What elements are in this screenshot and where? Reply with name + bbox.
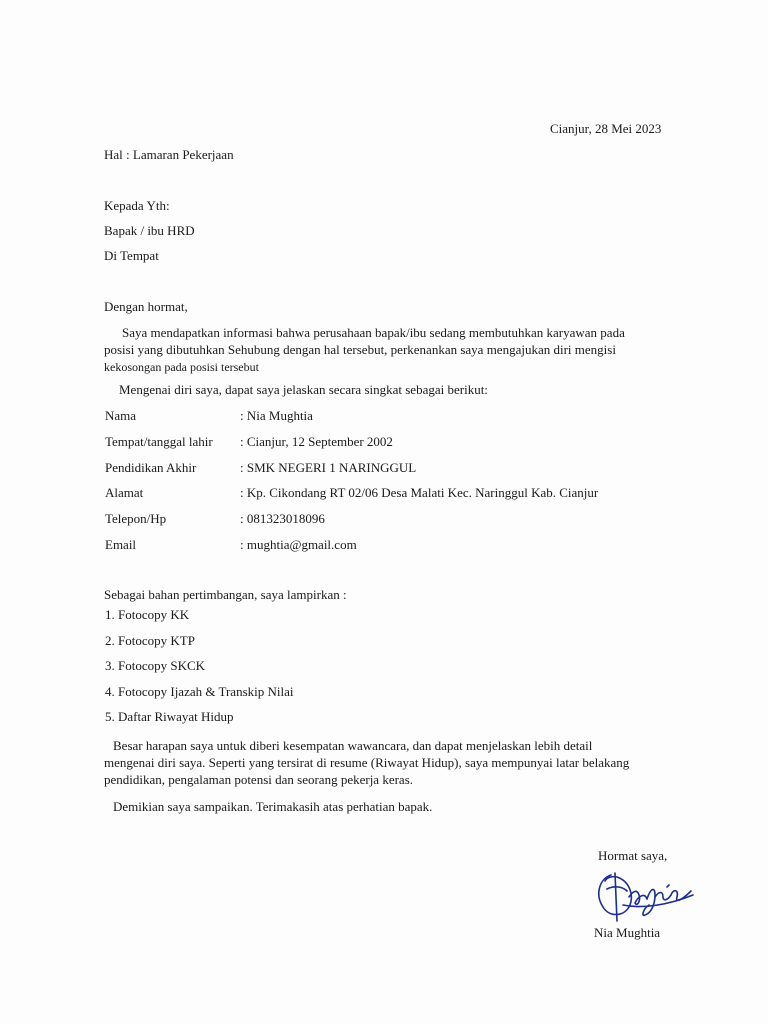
detail-label: Alamat (105, 485, 144, 500)
sign-off: Hormat saya, (598, 848, 668, 863)
intro-line-3: kekosongan pada posisi tersebut (104, 360, 259, 374)
detail-value: : Cianjur, 12 September 2002 (240, 434, 393, 449)
detail-value: : SMK NEGERI 1 NARINGGUL (240, 460, 417, 475)
recipient-line-1: Kepada Yth: (104, 198, 170, 213)
recipient-line-3: Di Tempat (104, 248, 159, 263)
recipient-line-2: Bapak / ibu HRD (104, 223, 195, 238)
detail-value: : Kp. Cikondang RT 02/06 Desa Malati Kec. Naringgul Kab. Cianjur (240, 485, 599, 500)
about-intro: Mengenai diri saya, dapat saya jelaskan secara singkat sebagai berikut: (119, 382, 488, 397)
list-item: 5. Daftar Riwayat Hidup (105, 709, 234, 724)
list-item: 2. Fotocopy KTP (105, 632, 195, 648)
attachments-intro: Sebagai bahan pertimbangan, saya lampirkan : (104, 587, 347, 602)
detail-row-phone (105, 511, 665, 527)
intro-line-2: posisi yang dibutuhkan Sehubung dengan hal tersebut, perkenankan saya mengajukan diri mengisi (104, 342, 616, 357)
greeting: Dengan hormat, (104, 299, 188, 314)
hope-line-3: pendidikan, pengalaman potensi dan seorang pekerja keras. (104, 772, 413, 787)
detail-value: : 081323018096 (240, 511, 325, 526)
detail-value: : Nia Mughtia (240, 408, 313, 423)
attachments-list (105, 607, 294, 735)
list-item: 1. Fotocopy KK (105, 607, 190, 622)
detail-row-address (105, 485, 665, 501)
hope-line-2: mengenai diri saya. Seperti yang tersirat di resume (Riwayat Hidup), saya mempunyai latar belakang (104, 755, 630, 770)
hope-line-1: Besar harapan saya untuk diberi kesempatan wawancara, dan dapat menjelaskan lebih detail (113, 738, 593, 753)
list-item: 4. Fotocopy Ijazah & Transkip Nilai (105, 683, 294, 699)
detail-label: Telepon/Hp (105, 511, 167, 526)
letter-subject: Hal : Lamaran Pekerjaan (104, 147, 234, 162)
detail-row-birth (105, 434, 665, 450)
signature-image (593, 865, 698, 927)
signer-name: Nia Mughtia (594, 925, 661, 940)
detail-label: Pendidikan Akhir (105, 460, 197, 475)
closing-line: Demikian saya sampaikan. Terimakasih atas perhatian bapak. (113, 799, 433, 814)
list-item: 3. Fotocopy SKCK (105, 658, 206, 673)
detail-row-education (105, 460, 665, 476)
detail-value: : mughtia@gmail.com (240, 537, 357, 552)
detail-row-name (105, 408, 665, 424)
detail-row-email (105, 537, 665, 553)
intro-line-1: Saya mendapatkan informasi bahwa perusahaan bapak/ibu sedang membutuhkan karyawan pada (122, 325, 625, 340)
detail-label: Nama (105, 408, 137, 423)
detail-label: Tempat/tanggal lahir (105, 434, 213, 449)
detail-label: Email (105, 537, 137, 552)
place-date: Cianjur, 28 Mei 2023 (550, 121, 662, 136)
